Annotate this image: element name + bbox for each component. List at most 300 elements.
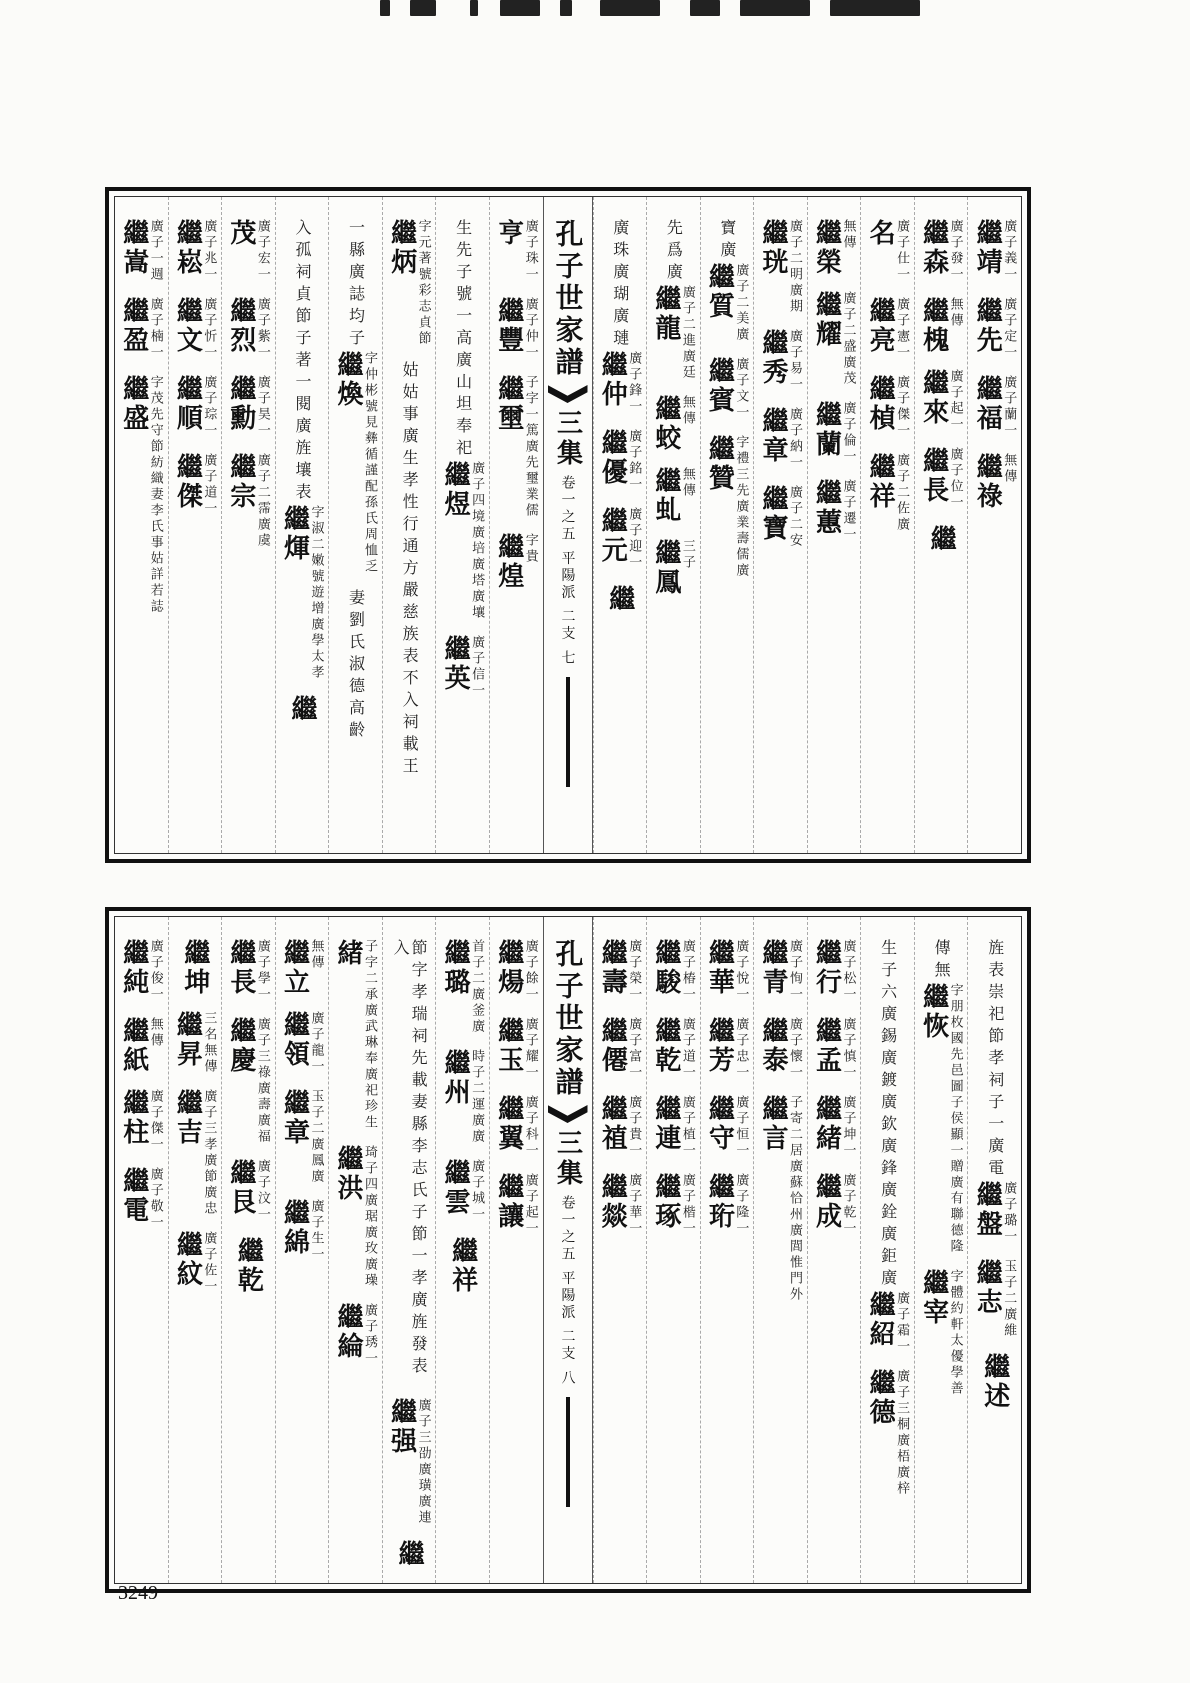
person-entry	[918, 447, 963, 511]
person-entry	[650, 1095, 695, 1159]
person-entry	[650, 1017, 695, 1081]
person-entry	[174, 453, 215, 517]
person-note: 廣子琇一	[362, 1303, 378, 1367]
person-entry	[867, 1291, 908, 1355]
person-name: 繼芳	[704, 1017, 735, 1075]
person-name: 繼來	[918, 369, 949, 427]
person-name: 繼泰	[757, 1017, 788, 1075]
person-entry	[225, 297, 270, 361]
person-note: 無傳	[840, 219, 856, 251]
person-note: 字朋枚國先邑圖子侯顯一贈廣有聯德隆	[947, 983, 963, 1255]
person-name: 繼孟	[811, 1017, 842, 1075]
person-note: 廣子耀一	[522, 1017, 538, 1081]
person-note: 廣子二進廣廷	[679, 285, 695, 381]
person-entry	[604, 585, 635, 614]
collection-label: 三集	[552, 1129, 583, 1189]
entry-column	[967, 197, 1021, 853]
entry-column	[221, 197, 275, 853]
person-name: 繼鳳	[650, 539, 681, 597]
person-name: 繼長	[918, 447, 949, 505]
person-name: 繼駿	[650, 939, 681, 997]
person-entry	[118, 375, 163, 615]
person-name: 繼守	[704, 1095, 735, 1153]
person-entry	[442, 635, 483, 699]
person-note: 廣子俊一	[147, 939, 163, 1003]
book-title-column	[543, 917, 593, 1583]
entry-column	[489, 917, 543, 1583]
book-title: 孔子世家譜	[551, 939, 585, 1099]
person-note: 廣子憲一	[894, 297, 910, 361]
person-entry	[974, 297, 1015, 361]
person-name: 繼福	[972, 375, 1003, 433]
person-note: 廣子三孝廣節廣忠	[201, 1089, 217, 1217]
person-entry	[225, 939, 270, 1003]
person-note: 廣子信一	[469, 635, 485, 699]
person-name: 繼恢	[918, 983, 949, 1041]
person-note: 無傳	[679, 395, 695, 427]
person-note: 廣子起一	[947, 369, 963, 433]
person-name: 繼靖	[972, 219, 1003, 277]
person-entry	[650, 939, 695, 1003]
person-name: 繼嵩	[118, 219, 149, 277]
person-name: 繼綿	[279, 1199, 310, 1257]
person-note: 廣子慎一	[840, 1017, 856, 1081]
person-entry	[599, 429, 640, 493]
person-name: 繼吉	[172, 1089, 203, 1147]
person-note: 廣子二霈廣虞	[254, 453, 270, 549]
person-entry	[599, 351, 640, 415]
person-name: 繼翼	[493, 1095, 524, 1153]
person-note: 廣子易一	[786, 329, 802, 393]
person-name: 繼艮	[225, 1159, 256, 1217]
person-entry	[174, 297, 215, 361]
person-entry	[867, 219, 908, 283]
person-note: 廣子坤一	[840, 1095, 856, 1159]
person-name: 繼仲	[597, 351, 628, 409]
person-entry	[174, 1089, 215, 1217]
person-note: 字體約軒太優學善	[947, 1269, 963, 1397]
person-name: 繼述	[979, 1353, 1010, 1411]
person-name: 繼宗	[225, 453, 256, 511]
person-entry	[706, 435, 747, 579]
person-entry	[918, 983, 963, 1255]
entry-column	[328, 917, 382, 1583]
person-name: 繼先	[972, 297, 1003, 355]
person-entry	[757, 1017, 802, 1081]
annotation-text: 一縣廣誌均子	[346, 219, 366, 351]
person-name: 繼	[286, 695, 317, 724]
person-entry	[811, 401, 856, 465]
entry-column	[435, 917, 489, 1583]
person-note: 廣子四境廣培廣塔廣壤	[469, 461, 485, 621]
person-note: 廣子佐一	[201, 1231, 217, 1295]
person-entry	[442, 1049, 483, 1145]
person-note: 廣子忠一	[733, 1017, 749, 1081]
person-entry	[599, 507, 640, 571]
person-entry	[442, 1159, 483, 1223]
person-entry	[918, 219, 963, 283]
person-name: 繼文	[172, 297, 203, 355]
person-entry	[174, 219, 215, 283]
person-name: 繼贊	[704, 435, 735, 493]
person-note: 廣子位一	[947, 447, 963, 511]
person-note: 廣子傑一	[147, 1089, 163, 1153]
book-title: 孔子世家譜	[551, 219, 585, 379]
person-entry	[447, 1237, 478, 1295]
person-note: 首子二廣釜廣	[469, 939, 485, 1035]
person-note: 廣子璐一	[1001, 1181, 1017, 1245]
entry-column	[115, 917, 168, 1583]
person-entry	[599, 939, 640, 1003]
person-entry	[599, 1173, 640, 1237]
entry-column	[914, 197, 968, 853]
person-entry	[493, 1173, 538, 1237]
person-note: 子字一篤廣先璽業儒	[522, 375, 538, 519]
person-note: 廣子二安	[786, 485, 802, 549]
person-entry	[233, 1237, 264, 1295]
person-entry	[493, 297, 538, 361]
person-note: 廣子文一	[733, 357, 749, 421]
person-entry	[811, 1173, 856, 1237]
person-name: 繼英	[440, 635, 471, 693]
person-name: 繼虬	[650, 467, 681, 525]
person-name: 繼勳	[225, 375, 256, 433]
person-note: 廣子敬一	[147, 1167, 163, 1231]
person-note: 字茂先守節紡織妻李氏事姑詳若誌	[147, 375, 163, 615]
person-name: 繼炳	[386, 219, 417, 277]
person-note: 廣子恒一	[733, 1095, 749, 1159]
person-name: 繼烈	[225, 297, 256, 355]
person-entry	[867, 453, 908, 533]
fishtail-mark	[548, 1105, 588, 1123]
person-name: 繼璐	[440, 939, 471, 997]
person-entry	[867, 297, 908, 361]
person-entry	[493, 533, 538, 591]
person-name: 繼宰	[918, 1269, 949, 1327]
person-entry	[867, 375, 908, 439]
entry-column	[382, 197, 436, 853]
person-entry	[335, 351, 376, 575]
person-name: 繼雲	[440, 1159, 471, 1217]
genealogy-page-section-8	[105, 907, 1031, 1593]
person-note: 廣子三桐廣梧廣梓	[894, 1369, 910, 1497]
entry-column	[168, 917, 222, 1583]
person-name: 繼優	[597, 429, 628, 487]
person-name: 繼德	[865, 1369, 896, 1427]
person-name: 繼立	[279, 939, 310, 997]
person-entry	[335, 1303, 376, 1367]
person-entry	[281, 939, 322, 997]
person-note: 玉子二廣鳳廣	[308, 1089, 324, 1185]
person-entry	[281, 1011, 322, 1075]
person-entry	[118, 939, 163, 1003]
person-name: 繼電	[118, 1167, 149, 1225]
person-entry	[335, 939, 376, 1131]
person-note: 廣子生一	[308, 1199, 324, 1263]
person-name: 繼祥	[865, 453, 896, 511]
person-name: 繼楨	[865, 375, 896, 433]
person-name: 繼崧	[172, 219, 203, 277]
person-entry	[442, 939, 483, 1035]
person-note: 廣子科一	[522, 1095, 538, 1159]
person-name: 繼州	[440, 1049, 471, 1107]
person-name: 繼煬	[493, 939, 524, 997]
person-note: 廣子鋒一	[626, 351, 642, 415]
person-entry	[974, 453, 1015, 511]
person-note: 廣子二盛廣茂	[840, 291, 856, 387]
person-name: 繼耀	[811, 291, 842, 349]
scan-top-edge	[360, 0, 960, 18]
person-name: 繼成	[811, 1173, 842, 1231]
person-note: 廣子道一	[201, 453, 217, 517]
volume-info: 卷一之五 平陽派 二支 七	[559, 475, 576, 668]
person-name: 繼柱	[118, 1089, 149, 1147]
center-rule	[566, 677, 570, 787]
person-note: 廣子楷一	[679, 1173, 695, 1237]
person-note: 廣子椿一	[679, 939, 695, 1003]
person-entry	[757, 329, 802, 393]
person-entry	[225, 1017, 270, 1145]
person-name: 繼乾	[233, 1237, 264, 1295]
entry-column	[115, 197, 168, 853]
person-entry	[706, 1017, 747, 1081]
person-note: 廣子乾一	[840, 1173, 856, 1237]
person-note: 廣子宏一	[254, 219, 270, 283]
person-note: 廣子貴一	[626, 1095, 642, 1159]
person-note: 廣子三祿廣壽廣福	[254, 1017, 270, 1145]
person-name: 名	[865, 219, 896, 248]
person-entry	[706, 1173, 747, 1237]
person-note: 廣子隆一	[733, 1173, 749, 1237]
person-entry	[979, 1353, 1010, 1411]
person-note: 廣子汶一	[254, 1159, 270, 1223]
annotation-text: 姑姑事廣生孝性行通方嚴慈族表不入祠載王	[400, 361, 420, 779]
person-entry	[118, 1167, 163, 1231]
annotation-text: 生子六廣錫廣鍍廣欽廣鋒廣銓廣鉅廣	[878, 939, 898, 1291]
person-name: 繼言	[757, 1095, 788, 1153]
person-note: 字仲彬號見彝循謹配孫氏周恤乏	[362, 351, 378, 575]
entry-column	[168, 197, 222, 853]
person-entry	[918, 369, 963, 433]
person-entry	[974, 219, 1015, 283]
person-name: 繼	[926, 525, 957, 554]
person-note: 無傳	[308, 939, 324, 971]
person-name: 繼秀	[757, 329, 788, 387]
person-entry	[974, 375, 1015, 439]
person-entry	[493, 1017, 538, 1081]
annotation-text: 節字孝瑞祠先載妻縣李志氏子節一孝廣旌發表入	[391, 939, 429, 1379]
person-note: 廣子植一	[679, 1095, 695, 1159]
entry-column	[860, 197, 914, 853]
person-note: 字元著號彩志貞節	[415, 219, 431, 347]
person-name: 繼賓	[704, 357, 735, 415]
person-entry	[225, 375, 270, 439]
person-entry	[757, 939, 802, 1003]
person-note: 字禮三先廣業壽儒廣	[733, 435, 749, 579]
person-note: 廣子恂一	[786, 939, 802, 1003]
person-entry	[757, 219, 802, 315]
entry-column	[221, 917, 275, 1583]
person-entry	[118, 1089, 163, 1153]
person-note: 廣子遷一	[840, 479, 856, 543]
person-note: 廣子忻一	[201, 297, 217, 361]
person-name: 繼榮	[811, 219, 842, 277]
person-entry	[811, 1017, 856, 1081]
annotation-text: 寶廣	[717, 219, 737, 263]
person-name: 繼坤	[179, 939, 210, 997]
entry-column	[275, 197, 329, 853]
person-note: 廣子珠一	[522, 219, 538, 283]
person-name: 繼禃	[597, 1095, 628, 1153]
person-name: 繼領	[279, 1011, 310, 1069]
person-entry	[599, 1095, 640, 1159]
person-entry	[650, 539, 695, 597]
person-name: 繼祿	[972, 453, 1003, 511]
person-entry	[493, 375, 538, 519]
person-entry	[386, 219, 431, 347]
person-entry	[118, 297, 163, 361]
person-entry	[811, 479, 856, 543]
entry-column	[275, 917, 329, 1583]
person-name: 繼綸	[333, 1303, 364, 1361]
person-entry	[118, 219, 163, 283]
person-note: 無傳	[1001, 453, 1017, 485]
person-note: 廣子楠一	[147, 297, 163, 361]
person-name: 繼盤	[972, 1181, 1003, 1239]
book-title-column	[543, 197, 593, 853]
genealogy-page-section-7	[105, 187, 1031, 863]
person-name: 繼寶	[757, 485, 788, 543]
person-name: 繼章	[757, 407, 788, 465]
annotation-text: 先爲廣	[664, 219, 684, 285]
person-note: 子寄二居廣蘇恰州廣閭惟門外	[786, 1095, 802, 1303]
person-entry	[650, 285, 695, 381]
person-name: 繼緒	[811, 1095, 842, 1153]
person-note: 廣子發一	[947, 219, 963, 283]
person-name: 緒	[333, 939, 364, 968]
person-entry	[281, 1199, 322, 1263]
annotation-text: 妻劉氏淑德高齡	[346, 589, 366, 743]
person-entry	[281, 505, 322, 681]
entry-column	[967, 917, 1021, 1583]
person-note: 字淑二嫩號遊增廣學太孝	[308, 505, 324, 681]
entry-column	[914, 917, 968, 1583]
person-note: 廣子二佐廣	[894, 453, 910, 533]
person-name: 繼蕙	[811, 479, 842, 537]
collection-label: 三集	[552, 409, 583, 469]
annotation-text: 廣珠廣瑚廣璉	[610, 219, 630, 351]
person-entry	[225, 1159, 270, 1223]
person-name: 亨	[493, 219, 524, 248]
annotation-text: 旌表崇祀節孝祠子一廣電	[985, 939, 1005, 1181]
person-note: 廣子榮一	[626, 939, 642, 1003]
person-entry	[706, 1095, 747, 1159]
person-note: 廣子富一	[626, 1017, 642, 1081]
person-entry	[225, 453, 270, 549]
person-name: 繼紹	[865, 1291, 896, 1349]
person-entry	[599, 1017, 640, 1081]
entry-column	[489, 197, 543, 853]
person-entry	[811, 939, 856, 1003]
person-note: 廣子起一	[522, 1173, 538, 1237]
person-name: 繼志	[972, 1259, 1003, 1317]
person-name: 繼	[604, 585, 635, 614]
person-name: 繼强	[386, 1398, 417, 1456]
person-entry	[867, 1369, 908, 1497]
person-name: 繼乾	[650, 1017, 681, 1075]
entry-columns	[115, 197, 1021, 853]
person-note: 廣子霜一	[894, 1291, 910, 1355]
person-name: 繼蘭	[811, 401, 842, 459]
person-note: 廣子二美廣	[733, 263, 749, 343]
person-entry	[650, 395, 695, 453]
person-name: 繼玉	[493, 1017, 524, 1075]
person-name: 繼洪	[333, 1145, 364, 1203]
page-number: 3249	[118, 1582, 158, 1604]
person-entry	[335, 1145, 376, 1289]
person-note: 廣子學一	[254, 939, 270, 1003]
person-name: 繼森	[918, 219, 949, 277]
person-note: 時子二運廣廣	[469, 1049, 485, 1145]
person-entry	[493, 1095, 538, 1159]
person-note: 廣子一週	[147, 219, 163, 283]
person-note: 廣子道一	[679, 1017, 695, 1081]
person-name: 繼煌	[493, 533, 524, 591]
person-note: 無傳	[147, 1017, 163, 1049]
person-name: 繼槐	[918, 297, 949, 355]
person-name: 繼亮	[865, 297, 896, 355]
person-entry	[811, 1095, 856, 1159]
person-note: 三名無傳	[201, 1011, 217, 1075]
person-name: 繼昇	[172, 1011, 203, 1069]
person-entry	[281, 1089, 322, 1185]
entry-column	[700, 917, 754, 1583]
volume-info: 卷一之五 平陽派 二支 八	[559, 1195, 576, 1388]
person-entry	[386, 1398, 431, 1526]
person-entry	[174, 1231, 215, 1295]
person-name: 繼傑	[172, 453, 203, 511]
person-name: 繼琢	[650, 1173, 681, 1231]
person-note: 廣子昊一	[254, 375, 270, 439]
person-note: 廣子龍一	[308, 1011, 324, 1075]
person-note: 廣子納一	[786, 407, 802, 471]
entry-column	[382, 917, 436, 1583]
person-entry	[493, 939, 538, 1003]
person-entry	[706, 263, 747, 343]
entry-column	[593, 917, 647, 1583]
person-note: 廣子義一	[1001, 219, 1017, 283]
person-name: 茂	[225, 219, 256, 248]
person-entry	[174, 375, 215, 439]
person-name: 繼盈	[118, 297, 149, 355]
person-name: 繼章	[279, 1089, 310, 1147]
person-entry	[974, 1259, 1015, 1339]
entry-column	[807, 917, 861, 1583]
person-note: 玉子二廣維	[1001, 1259, 1017, 1339]
person-note: 廣子傑一	[894, 375, 910, 439]
entry-column	[328, 197, 382, 853]
person-note: 無傳	[947, 297, 963, 329]
person-name: 繼元	[597, 507, 628, 565]
person-note: 廣子定一	[1001, 297, 1017, 361]
person-name: 繼讓	[493, 1173, 524, 1231]
entry-column	[435, 197, 489, 853]
person-name: 繼連	[650, 1095, 681, 1153]
person-entry	[974, 1181, 1015, 1245]
person-note: 廣子仲一	[522, 297, 538, 361]
person-note: 廣子迎一	[626, 507, 642, 571]
person-note: 三子	[679, 539, 695, 571]
